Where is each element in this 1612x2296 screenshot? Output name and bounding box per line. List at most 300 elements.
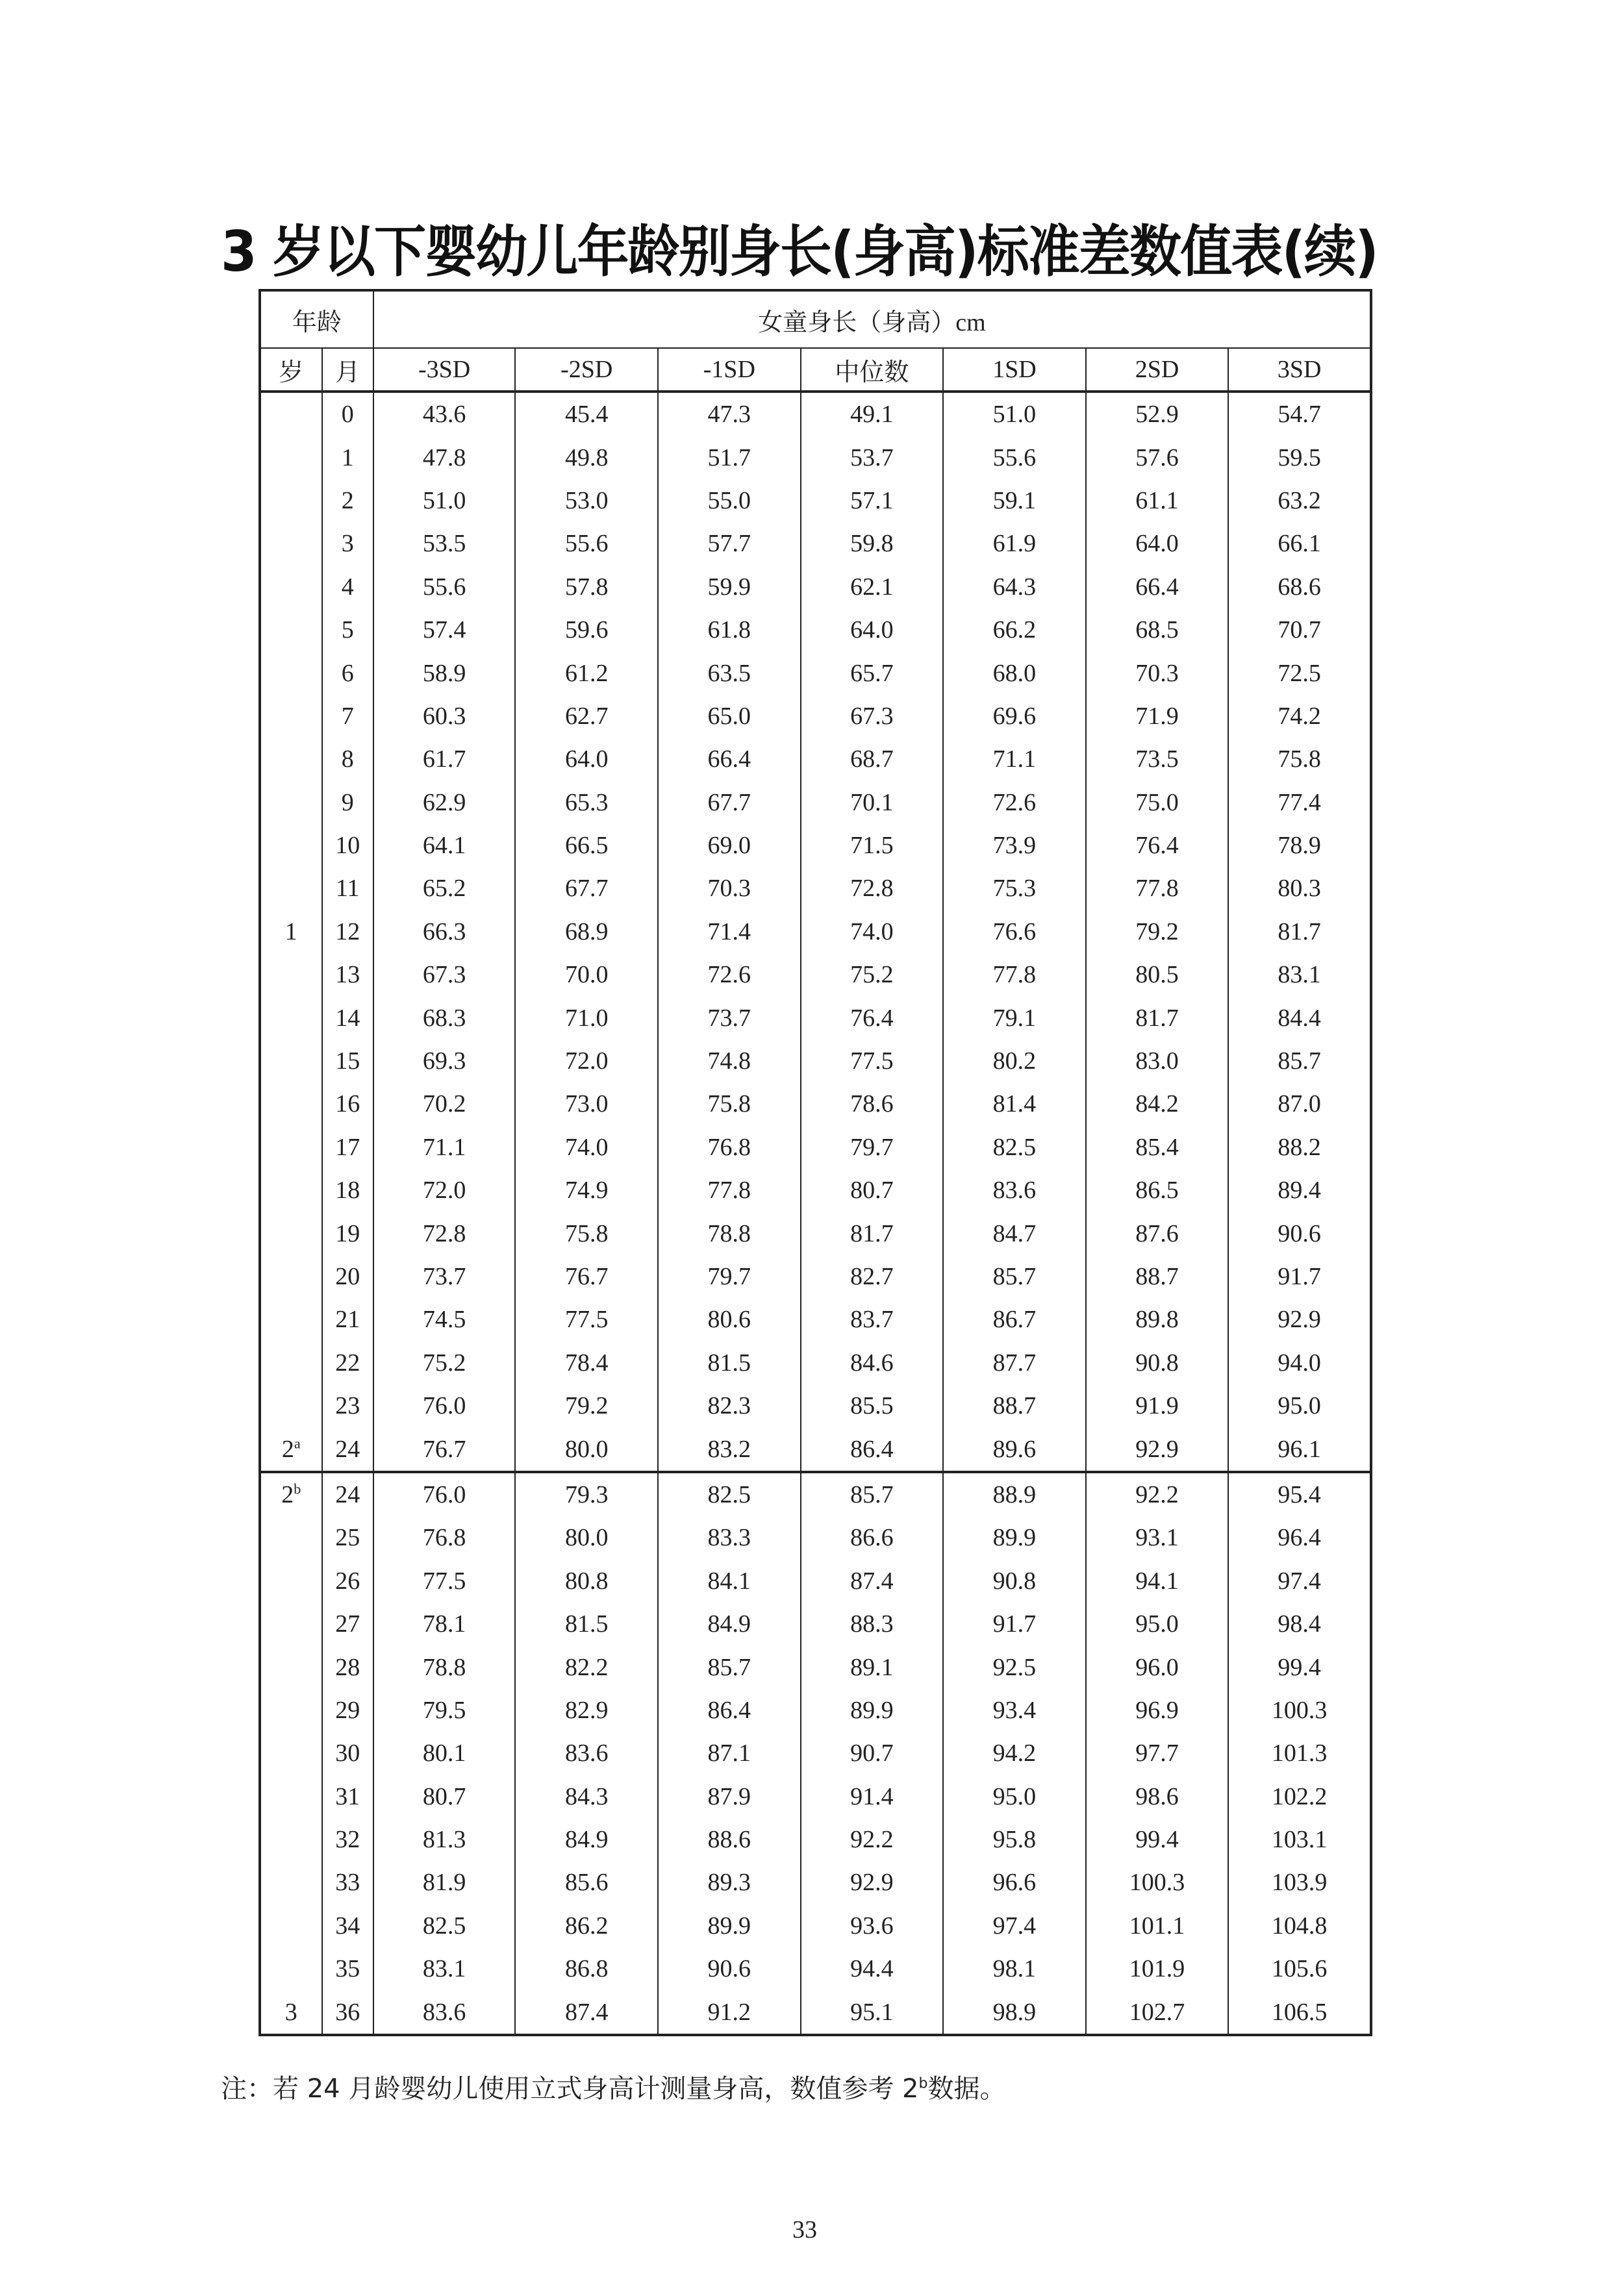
cell-value: 86.7 [943,1298,1086,1341]
table-row [260,392,1371,436]
cell-value: 89.9 [801,1689,944,1732]
cell-value: 78.8 [658,1212,801,1254]
cell-value: 76.0 [373,1472,516,1516]
table-row [260,1341,1371,1384]
cell-value: 80.1 [373,1732,516,1775]
cell-value: 68.9 [515,910,658,953]
year-superscript: b [294,1480,301,1497]
cell-value: 74.5 [373,1298,516,1341]
cell-value: 72.0 [515,1040,658,1082]
cell-value: 77.5 [801,1040,944,1082]
cell-value: 100.3 [1228,1689,1371,1732]
cell-value: 95.0 [943,1775,1086,1818]
cell-year [260,1516,322,1559]
cell-month: 7 [322,695,373,738]
cell-value: 65.7 [801,651,944,694]
year-value: 2 [281,1435,294,1463]
table-row [260,1904,1371,1947]
height-sd-table [258,289,1372,2036]
cell-value: 97.4 [1228,1560,1371,1603]
cell-value: 89.9 [658,1904,801,1947]
cell-value: 80.7 [801,1169,944,1212]
cell-value: 70.2 [373,1082,516,1125]
cell-value: 86.5 [1086,1169,1229,1212]
cell-year [260,1212,322,1254]
cell-value: 83.3 [658,1516,801,1559]
cell-value: 102.2 [1228,1775,1371,1818]
cell-year [260,781,322,824]
cell-value: 65.2 [373,867,516,910]
cell-value: 60.3 [373,695,516,738]
cell-value: 84.9 [658,1603,801,1645]
column-header: 3SD [1228,348,1371,392]
cell-month: 32 [322,1818,373,1861]
table-row [260,1990,1371,2034]
cell-value: 92.2 [1086,1472,1229,1516]
cell-year [260,1298,322,1341]
cell-value: 95.0 [1086,1603,1229,1645]
cell-value: 64.0 [515,738,658,780]
cell-month: 8 [322,738,373,780]
cell-value: 57.6 [1086,436,1229,479]
cell-value: 67.3 [373,953,516,996]
cell-value: 55.6 [515,522,658,565]
cell-year [260,867,322,910]
cell-value: 87.7 [943,1341,1086,1384]
cell-value: 51.0 [943,392,1086,436]
cell-value: 87.1 [658,1732,801,1775]
cell-value: 45.4 [515,392,658,436]
cell-value: 73.9 [943,824,1086,867]
cell-value: 77.8 [943,953,1086,996]
table-row [260,1947,1371,1990]
table-row [260,1472,1371,1516]
cell-value: 75.0 [1086,781,1229,824]
cell-value: 70.7 [1228,608,1371,651]
cell-value: 81.5 [658,1341,801,1384]
cell-value: 75.3 [943,867,1086,910]
table-row [260,867,1371,910]
cell-year [260,1040,322,1082]
cell-value: 93.6 [801,1904,944,1947]
cell-value: 77.8 [1086,867,1229,910]
cell-value: 59.1 [943,479,1086,522]
cell-value: 61.9 [943,522,1086,565]
cell-value: 47.8 [373,436,516,479]
cell-value: 68.3 [373,996,516,1039]
cell-value: 71.5 [801,824,944,867]
cell-value: 78.4 [515,1341,658,1384]
cell-month: 35 [322,1947,373,1990]
cell-value: 76.6 [943,910,1086,953]
page-title: 3 岁以下婴幼儿年龄别身长(身高)标准差数值表(续) [221,219,1378,284]
cell-value: 94.1 [1086,1560,1229,1603]
cell-value: 83.1 [373,1947,516,1990]
cell-value: 96.9 [1086,1689,1229,1732]
cell-value: 53.5 [373,522,516,565]
cell-value: 69.3 [373,1040,516,1082]
cell-value: 86.4 [801,1427,944,1471]
cell-value: 88.7 [943,1384,1086,1427]
cell-month: 13 [322,953,373,996]
cell-year [260,1427,322,1471]
cell-year [260,1384,322,1427]
cell-value: 53.0 [515,479,658,522]
cell-value: 81.7 [1086,996,1229,1039]
table-row [260,608,1371,651]
cell-month: 25 [322,1516,373,1559]
cell-month: 23 [322,1384,373,1427]
cell-value: 66.3 [373,910,516,953]
cell-value: 95.0 [1228,1384,1371,1427]
cell-value: 80.8 [515,1560,658,1603]
cell-month: 11 [322,867,373,910]
cell-value: 84.9 [515,1818,658,1861]
cell-month: 19 [322,1212,373,1254]
cell-value: 87.9 [658,1775,801,1818]
cell-value: 51.0 [373,479,516,522]
cell-value: 100.3 [1086,1861,1229,1904]
cell-month: 31 [322,1775,373,1818]
table-row [260,651,1371,694]
cell-value: 88.3 [801,1603,944,1645]
cell-value: 81.4 [943,1082,1086,1125]
cell-month: 9 [322,781,373,824]
cell-value: 77.5 [515,1298,658,1341]
cell-value: 80.5 [1086,953,1229,996]
cell-year [260,1861,322,1904]
table-row [260,1689,1371,1732]
cell-value: 86.8 [515,1947,658,1990]
cell-value: 80.3 [1228,867,1371,910]
cell-value: 85.6 [515,1861,658,1904]
cell-value: 71.4 [658,910,801,953]
cell-year [260,1818,322,1861]
cell-value: 67.3 [801,695,944,738]
cell-value: 89.4 [1228,1169,1371,1212]
cell-value: 91.9 [1086,1384,1229,1427]
cell-month: 10 [322,824,373,867]
footnote-suffix: 数据。 [927,2074,1006,2104]
cell-value: 74.9 [515,1169,658,1212]
cell-value: 90.8 [1086,1341,1229,1384]
year-superscript: a [294,1434,301,1451]
table-body [260,392,1371,2035]
cell-value: 74.0 [801,910,944,953]
cell-value: 86.2 [515,1904,658,1947]
cell-month: 12 [322,910,373,953]
cell-year [260,1904,322,1947]
cell-month: 6 [322,651,373,694]
column-header: -3SD [373,348,516,392]
cell-value: 92.9 [801,1861,944,1904]
column-header: -2SD [515,348,658,392]
cell-value: 68.5 [1086,608,1229,651]
cell-value: 99.4 [1228,1645,1371,1688]
cell-value: 79.7 [801,1126,944,1169]
table-row [260,910,1371,953]
table-row [260,1732,1371,1775]
cell-value: 53.7 [801,436,944,479]
cell-value: 82.5 [373,1904,516,1947]
cell-value: 82.2 [515,1645,658,1688]
table-row [260,738,1371,780]
footnote-text: 注：若 24 月龄婴幼儿使用立式身高计测量身高，数值参考 2 [221,2074,919,2104]
cell-month: 30 [322,1732,373,1775]
cell-value: 79.2 [1086,910,1229,953]
cell-value: 74.8 [658,1040,801,1082]
cell-value: 89.6 [943,1427,1086,1471]
cell-value: 66.1 [1228,522,1371,565]
cell-year [260,1560,322,1603]
cell-value: 74.2 [1228,695,1371,738]
cell-value: 105.6 [1228,1947,1371,1990]
cell-value: 73.0 [515,1082,658,1125]
cell-value: 87.4 [801,1560,944,1603]
cell-value: 61.2 [515,651,658,694]
cell-value: 68.6 [1228,566,1371,608]
cell-value: 70.3 [1086,651,1229,694]
cell-value: 71.1 [373,1126,516,1169]
cell-value: 71.9 [1086,695,1229,738]
table-row [260,1603,1371,1645]
cell-value: 82.9 [515,1689,658,1732]
cell-value: 59.9 [658,566,801,608]
cell-value: 91.2 [658,1990,801,2034]
cell-value: 89.8 [1086,1298,1229,1341]
cell-value: 62.1 [801,566,944,608]
cell-value: 95.4 [1228,1472,1371,1516]
cell-value: 73.7 [658,996,801,1039]
cell-value: 70.0 [515,953,658,996]
cell-year [260,1082,322,1125]
cell-value: 63.2 [1228,479,1371,522]
cell-year [260,738,322,780]
cell-value: 64.0 [801,608,944,651]
cell-value: 72.6 [658,953,801,996]
cell-value: 81.3 [373,1818,516,1861]
cell-year [260,824,322,867]
cell-value: 67.7 [658,781,801,824]
cell-value: 85.7 [1228,1040,1371,1082]
cell-value: 55.6 [373,566,516,608]
cell-value: 49.1 [801,392,944,436]
cell-month: 5 [322,608,373,651]
cell-year [260,1255,322,1298]
cell-value: 95.1 [801,1990,944,2034]
cell-value: 79.2 [515,1384,658,1427]
cell-value: 88.6 [658,1818,801,1861]
cell-value: 85.7 [801,1472,944,1516]
cell-value: 80.0 [515,1516,658,1559]
cell-value: 65.3 [515,781,658,824]
cell-value: 57.1 [801,479,944,522]
cell-value: 72.8 [373,1212,516,1254]
cell-month: 16 [322,1082,373,1125]
table-row [260,1645,1371,1688]
cell-value: 86.6 [801,1516,944,1559]
cell-value: 74.0 [515,1126,658,1169]
cell-value: 61.8 [658,608,801,651]
cell-value: 66.4 [1086,566,1229,608]
cell-value: 78.1 [373,1603,516,1645]
cell-value: 88.2 [1228,1126,1371,1169]
cell-month: 29 [322,1689,373,1732]
cell-value: 97.7 [1086,1732,1229,1775]
cell-value: 64.0 [1086,522,1229,565]
cell-year [260,392,322,436]
cell-value: 94.0 [1228,1341,1371,1384]
cell-value: 59.8 [801,522,944,565]
cell-value: 80.0 [515,1427,658,1471]
cell-value: 93.1 [1086,1516,1229,1559]
cell-month: 28 [322,1645,373,1688]
cell-value: 68.7 [801,738,944,780]
cell-value: 69.0 [658,824,801,867]
cell-value: 70.1 [801,781,944,824]
cell-value: 51.7 [658,436,801,479]
cell-value: 81.9 [373,1861,516,1904]
cell-value: 98.1 [943,1947,1086,1990]
cell-value: 85.5 [801,1384,944,1427]
cell-value: 76.7 [373,1427,516,1471]
table-row [260,1212,1371,1254]
cell-value: 71.0 [515,996,658,1039]
cell-value: 80.7 [373,1775,516,1818]
cell-value: 89.1 [801,1645,944,1688]
cell-value: 81.7 [801,1212,944,1254]
cell-value: 66.2 [943,608,1086,651]
cell-value: 83.0 [1086,1040,1229,1082]
table-row [260,436,1371,479]
cell-value: 92.9 [1086,1427,1229,1471]
cell-value: 82.7 [801,1255,944,1298]
cell-value: 79.1 [943,996,1086,1039]
cell-value: 76.8 [658,1126,801,1169]
cell-value: 47.3 [658,392,801,436]
cell-value: 72.6 [943,781,1086,824]
cell-value: 67.7 [515,867,658,910]
cell-value: 84.3 [515,1775,658,1818]
cell-value: 72.0 [373,1169,516,1212]
cell-value: 57.8 [515,566,658,608]
cell-year [260,1603,322,1645]
cell-year [260,1645,322,1688]
cell-value: 58.9 [373,651,516,694]
cell-value: 61.7 [373,738,516,780]
cell-value: 64.3 [943,566,1086,608]
cell-value: 90.7 [801,1732,944,1775]
table-row [260,566,1371,608]
table-row [260,1082,1371,1125]
cell-value: 103.9 [1228,1861,1371,1904]
cell-value: 90.8 [943,1560,1086,1603]
cell-value: 96.4 [1228,1516,1371,1559]
cell-value: 89.9 [943,1516,1086,1559]
cell-value: 81.5 [515,1603,658,1645]
cell-value: 82.5 [943,1126,1086,1169]
cell-value: 84.4 [1228,996,1371,1039]
cell-month: 15 [322,1040,373,1082]
cell-value: 75.8 [515,1212,658,1254]
table-row [260,953,1371,996]
cell-year [260,1990,322,2034]
cell-value: 71.1 [943,738,1086,780]
cell-value: 96.6 [943,1861,1086,1904]
cell-value: 92.5 [943,1645,1086,1688]
cell-year [260,1126,322,1169]
cell-value: 88.9 [943,1472,1086,1516]
cell-value: 85.7 [943,1255,1086,1298]
cell-value: 49.8 [515,436,658,479]
table-row [260,1861,1371,1904]
cell-value: 83.6 [943,1169,1086,1212]
cell-value: 84.7 [943,1212,1086,1254]
cell-value: 98.4 [1228,1603,1371,1645]
cell-value: 91.7 [1228,1255,1371,1298]
cell-value: 76.8 [373,1516,516,1559]
cell-value: 65.0 [658,695,801,738]
table-row [260,1126,1371,1169]
cell-value: 75.8 [1228,738,1371,780]
cell-value: 43.6 [373,392,516,436]
cell-value: 55.0 [658,479,801,522]
cell-value: 92.9 [1228,1298,1371,1341]
cell-value: 75.2 [801,953,944,996]
cell-month: 20 [322,1255,373,1298]
cell-value: 85.4 [1086,1126,1229,1169]
footnote-sup: b [918,2075,928,2092]
column-header: 1SD [943,348,1086,392]
cell-month: 4 [322,566,373,608]
cell-value: 94.4 [801,1947,944,1990]
cell-value: 55.6 [943,436,1086,479]
cell-value: 72.8 [801,867,944,910]
cell-value: 69.6 [943,695,1086,738]
cell-value: 77.5 [373,1560,516,1603]
cell-value: 73.5 [1086,738,1229,780]
cell-value: 76.4 [1086,824,1229,867]
cell-year [260,651,322,694]
cell-month: 33 [322,1861,373,1904]
column-header: 中位数 [801,348,944,392]
cell-value: 106.5 [1228,1990,1371,2034]
cell-value: 54.7 [1228,392,1371,436]
header-age: 年龄 [260,290,373,348]
cell-value: 80.6 [658,1298,801,1341]
table-row [260,1040,1371,1082]
cell-value: 97.4 [943,1904,1086,1947]
column-header: 2SD [1086,348,1229,392]
cell-year [260,522,322,565]
cell-value: 87.0 [1228,1082,1371,1125]
cell-value: 86.4 [658,1689,801,1732]
cell-value: 98.6 [1086,1775,1229,1818]
table-row [260,1427,1371,1471]
cell-year [260,1341,322,1384]
table-row [260,479,1371,522]
cell-value: 98.9 [943,1990,1086,2034]
cell-month: 2 [322,479,373,522]
cell-year [260,436,322,479]
cell-value: 103.1 [1228,1818,1371,1861]
cell-value: 81.7 [1228,910,1371,953]
cell-month: 34 [322,1904,373,1947]
cell-value: 102.7 [1086,1990,1229,2034]
cell-value: 78.8 [373,1645,516,1688]
cell-month: 3 [322,522,373,565]
cell-value: 83.2 [658,1427,801,1471]
